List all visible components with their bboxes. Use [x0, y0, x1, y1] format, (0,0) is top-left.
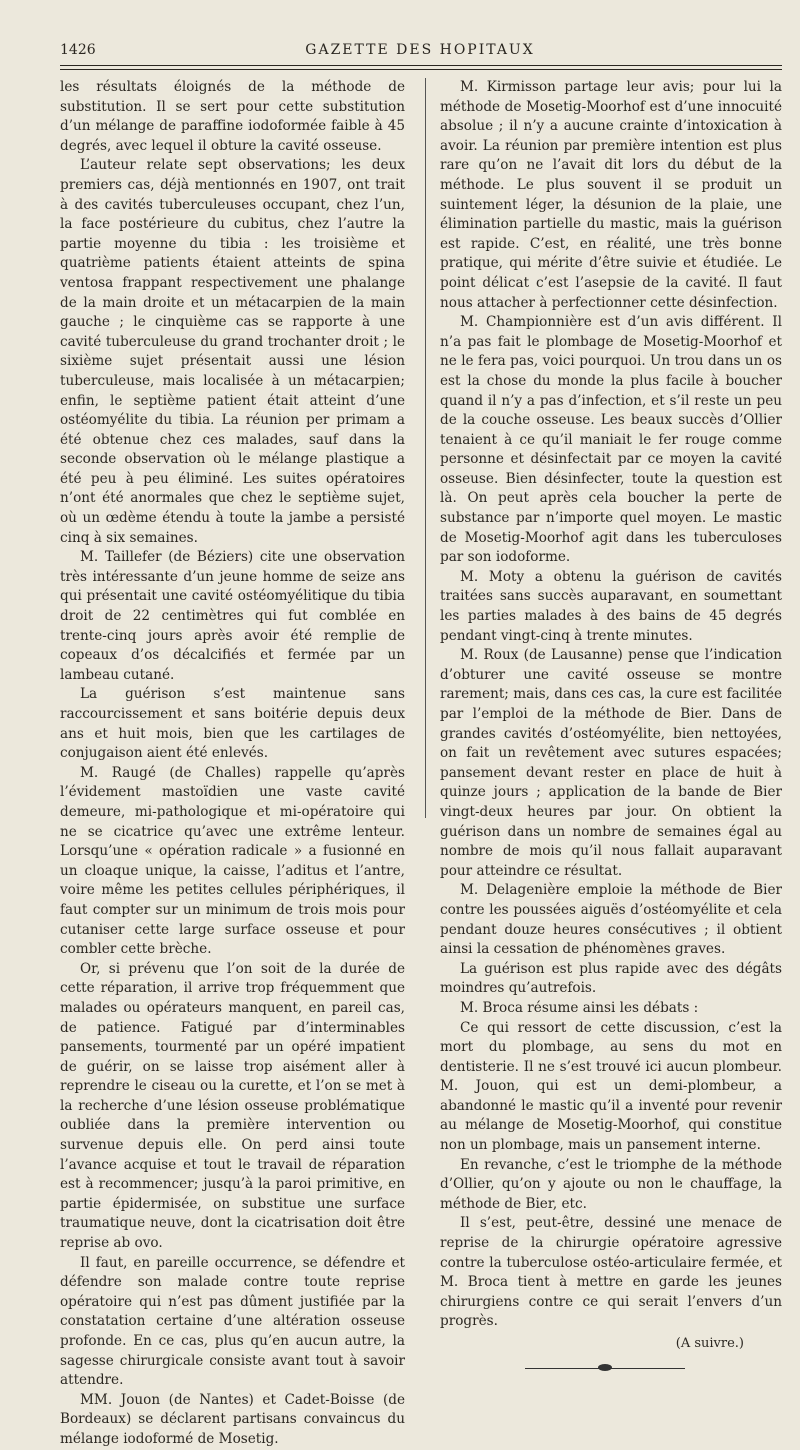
- paragraph: En revanche, c’est le triomphe de la méthode d’Ollier, qu’on y ajoute ou non le chauffage, la méthode de Bier, etc.: [440, 1156, 782, 1212]
- paragraph: Or, si prévenu que l’on soit de la durée de cette réparation, il arrive trop fréquemment que malades ou opérateurs manquent, en pareil cas, de patience. Fatigué par d’interminables pansements, tourmenté par un opéré impatient de guérir, on se laisse trop aisément aller à reprendre le ciseau ou la curette, et l’on se met à la recherche d’une lésion osseuse problématique oubliée dans la première intervention ou survenue depuis elle. On perd ainsi toute l’avance acquise et tout le travail de réparation est à recommencer; jusqu’à la paroi primitive, en partie épidermisée, on substitue une surface traumatique neuve, dont la cicatrisation doit être reprise ab ovo.: [60, 960, 405, 1252]
- left-column: [60, 78, 405, 1450]
- paragraph: M. Taillefer (de Béziers) cite une observation très intéressante d’un jeune homme de seize ans qui présentait une cavité ostéomyélitique du tibia droit de 22 centimètres qui fut comblée en trente-cinq jours après avoir été remplie de copeaux d’os décalcifiés et fermée par un lambeau cutané.: [60, 549, 405, 683]
- paragraph: MM. Jouon (de Nantes) et Cadet-Boisse (de Bordeaux) se déclarent partisans convaincus du mélange iodoformé de Mosetig.: [60, 1391, 405, 1447]
- end-ornament-divider: [440, 1362, 782, 1376]
- paragraph: M. Delagenière emploie la méthode de Bier contre les poussées aiguës d’ostéomyélite et cela pendant douze heures consécutives ; il obtient ainsi la cessation de phénomènes graves.: [440, 882, 782, 958]
- column-divider: [425, 78, 426, 818]
- page-header: [60, 42, 780, 64]
- right-column: [440, 78, 782, 1376]
- paragraph: La guérison est plus rapide avec des dégâts moindres qu’autrefois.: [440, 960, 782, 997]
- page-number: 1426: [60, 42, 96, 58]
- header-rule-bottom: [60, 69, 782, 70]
- paragraph: M. Kirmisson partage leur avis; pour lui la méthode de Mosetig-Moorhof est d’une innocuité absolue ; il n’y a aucune crainte d’intoxication à avoir. La réunion par première intention est plus rare qu’on ne l’avait dit lors du début de la méthode. Le plus souvent il se produit un suintement léger, la désunion de la plaie, une élimination partielle du mastic, mais la guérison est rapide. C’est, en réalité, une très bonne pratique, qui mérite d’être suivie et étudiée. Le point délicat c’est l’asepsie de la cavité. Il faut nous attacher à perfectionner cette désinfection.: [440, 79, 782, 311]
- header-rule-top: [60, 65, 782, 66]
- paragraph: M. Championnière est d’un avis différent. Il n’a pas fait le plombage de Mosetig-Moorhof et ne le fera pas, voici pourquoi. Un trou dans un os est la chose du monde la plus facile à boucher quand il n’y a pas d’infection, et s’il reste un peu de la couche osseuse. Les beaux succès d’Ollier tenaient à ce qu’il maniait le fer rouge comme personne et désinfectait par ce moyen la cavité osseuse. Bien désinfecter, toute la question est là. On peut après cela boucher la perte de substance par n’importe quel moyen. Le mastic de Mosetig-Moorhof agit dans les tuberculoses par son iodoforme.: [440, 314, 782, 566]
- paragraph: Il s’est, peut-être, dessiné une menace de reprise de la chirurgie opératoire agressive contre la tuberculose ostéo-articulaire fermée, et M. Broca tient à mettre en garde les jeunes chirurgiens contre ce qui serait l’envers d’un progrès.: [440, 1215, 782, 1330]
- paragraph: La guérison s’est maintenue sans raccourcissement et sans boitérie depuis deux ans et huit mois, bien que les cartilages de conjugaison aient été enlevés.: [60, 686, 405, 762]
- paragraph: M. Moty a obtenu la guérison de cavités traitées sans succès auparavant, en soumettant les parties malades à des bains de 45 degrés pendant vingt-cinq à trente minutes.: [440, 568, 782, 644]
- journal-title: GAZETTE DES HOPITAUX: [305, 42, 535, 58]
- ornament-dot: [598, 1364, 612, 1371]
- to-be-continued: (A suivre.): [675, 1336, 744, 1351]
- paragraph: Il faut, en pareille occurrence, se défendre et défendre son malade contre toute reprise opératoire qui n’est pas dûment justifiée par la constatation certaine d’une altération osseuse profonde. En ce cas, plus qu’en aucun autre, la sagesse chirurgicale consiste avant tout à savoir attendre.: [60, 1254, 405, 1389]
- paragraph: L’auteur relate sept observations; les deux premiers cas, déjà mentionnés en 1907, ont trait à des cavités tuberculeuses occupant, chez l’un, la face postérieure du cubitus, chez l’autre la partie moyenne du tibia : les troisième et quatrième patients étaient atteints de spina ventosa frappant respectivement une phalange de la main droite et un métacarpien de la main gauche ; le cinquième cas se rapporte à une cavité tuberculeuse du grand trochanter droit ; le sixième sujet présentait aussi une lésion tuberculeuse, mais localisée à un métacarpien; enfin, le septième patient était atteint d’une ostéomyélite du tibia. La réunion per primam a été obtenue chez ces malades, sauf dans la seconde observation où le mélange plastique a été peu à peu éliminé. Les suites opératoires n’ont été anormales que chez le septième sujet, où un œdème étendu à toute la jambe a persisté cinq à six semaines.: [60, 157, 405, 546]
- paragraph: M. Roux (de Lausanne) pense que l’indication d’obturer une cavité osseuse se montre rarement; mais, dans ces cas, la cure est facilitée par l’emploi de la méthode de Bier. Dans de grandes cavités d’ostéomyélite, bien nettoyées, on fait un revêtement avec sutures espacées; pansement devant rester en place de huit à quinze jours ; application de la bande de Bier vingt-deux heures par jour. On obtient la guérison dans un nombre de semaines égal au nombre de mois qu’il nous fallait auparavant pour atteindre ce résultat.: [440, 647, 782, 879]
- paragraph: M. Raugé (de Challes) rappelle qu’après l’évidement mastoïdien une vaste cavité demeure, mi-pathologique et mi-opératoire qui ne se cicatrice qu’avec une extrême lenteur. Lorsqu’une « opération radicale » a fusionné en un cloaque unique, la caisse, l’aditus et l’antre, voire même les petites cellules périphériques, il faut compter sur un minimum de trois mois pour cutaniser cette large surface osseuse et pour combler cette brèche.: [60, 764, 405, 958]
- paragraph: les résultats éloignés de la méthode de substitution. Il se sert pour cette substitution d’un mélange de paraffine iodoformée faible à 45 degrés, avec lequel il obture la cavité osseuse.: [60, 79, 405, 154]
- paragraph: M. Broca résume ainsi les débats :: [460, 999, 699, 1016]
- paragraph: Ce qui ressort de cette discussion, c’est la mort du plombage, au sens du mot en dentisterie. Il ne s’est trouvé ici aucun plombeur. M. Jouon, qui est un demi-plombeur, a abandonné le mastic qu’il a inventé pour revenir au mélange de Mosetig-Moorhof, qui constitue non un plombage, mais un pansement interne.: [440, 1019, 782, 1154]
